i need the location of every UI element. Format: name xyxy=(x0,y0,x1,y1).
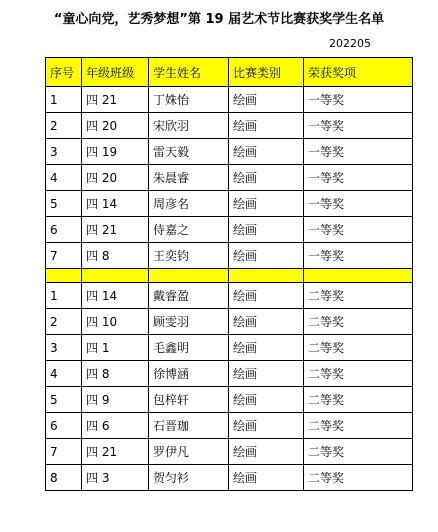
cell-category: 绘画 xyxy=(229,243,304,269)
cell-award: 二等奖 xyxy=(304,387,413,413)
document-title: “童心向党，艺秀梦想”第 19 届艺术节比赛获奖学生名单 xyxy=(53,12,385,27)
separator-cell xyxy=(229,269,304,283)
cell-award: 二等奖 xyxy=(304,413,413,439)
cell-award: 一等奖 xyxy=(304,87,413,113)
cell-student-name: 戴睿盈 xyxy=(149,283,229,309)
cell-student-name: 徐博涵 xyxy=(149,361,229,387)
cell-class: 四 20 xyxy=(82,165,149,191)
cell-class: 四 21 xyxy=(82,87,149,113)
cell-category: 绘画 xyxy=(229,439,304,465)
table-row xyxy=(46,191,413,217)
cell-category: 绘画 xyxy=(229,87,304,113)
cell-category: 绘画 xyxy=(229,465,304,491)
cell-index: 4 xyxy=(46,165,82,191)
table-row xyxy=(46,413,413,439)
separator-cell xyxy=(82,269,149,283)
cell-index: 3 xyxy=(46,139,82,165)
cell-class: 四 14 xyxy=(82,283,149,309)
table-row xyxy=(46,361,413,387)
header-cell-award: 荣获奖项 xyxy=(304,58,413,87)
header-cell-class: 年级班级 xyxy=(82,58,149,87)
table-row xyxy=(46,139,413,165)
header-cell-student-name: 学生姓名 xyxy=(149,58,229,87)
cell-index: 5 xyxy=(46,387,82,413)
separator-cell xyxy=(304,269,413,283)
cell-category: 绘画 xyxy=(229,309,304,335)
table-row xyxy=(46,387,413,413)
cell-student-name: 周彦名 xyxy=(149,191,229,217)
table-row xyxy=(46,87,413,113)
cell-class: 四 3 xyxy=(82,465,149,491)
table-row xyxy=(46,165,413,191)
cell-class: 四 8 xyxy=(82,243,149,269)
award-table xyxy=(45,57,413,491)
table-row xyxy=(46,283,413,309)
cell-student-name: 侍嘉之 xyxy=(149,217,229,243)
cell-student-name: 顾雯羽 xyxy=(149,309,229,335)
cell-student-name: 包梓轩 xyxy=(149,387,229,413)
cell-category: 绘画 xyxy=(229,139,304,165)
cell-award: 二等奖 xyxy=(304,283,413,309)
cell-category: 绘画 xyxy=(229,413,304,439)
cell-index: 4 xyxy=(46,361,82,387)
table-header-row xyxy=(46,58,413,87)
cell-award: 一等奖 xyxy=(304,243,413,269)
cell-index: 5 xyxy=(46,191,82,217)
cell-award: 一等奖 xyxy=(304,113,413,139)
cell-student-name: 石晋珈 xyxy=(149,413,229,439)
cell-award: 一等奖 xyxy=(304,165,413,191)
cell-class: 四 10 xyxy=(82,309,149,335)
cell-student-name: 朱晨睿 xyxy=(149,165,229,191)
cell-category: 绘画 xyxy=(229,387,304,413)
cell-student-name: 贺匀衫 xyxy=(149,465,229,491)
cell-index: 7 xyxy=(46,439,82,465)
cell-class: 四 9 xyxy=(82,387,149,413)
header-cell-category: 比赛类别 xyxy=(229,58,304,87)
table-row xyxy=(46,465,413,491)
header-cell-index: 序号 xyxy=(46,58,82,87)
cell-category: 绘画 xyxy=(229,165,304,191)
cell-class: 四 6 xyxy=(82,413,149,439)
table-row xyxy=(46,439,413,465)
cell-award: 二等奖 xyxy=(304,309,413,335)
separator-cell xyxy=(149,269,229,283)
cell-index: 7 xyxy=(46,243,82,269)
cell-index: 1 xyxy=(46,87,82,113)
table-row xyxy=(46,113,413,139)
cell-student-name: 毛鑫明 xyxy=(149,335,229,361)
cell-student-name: 丁姝怡 xyxy=(149,87,229,113)
cell-category: 绘画 xyxy=(229,191,304,217)
cell-student-name: 雷天毅 xyxy=(149,139,229,165)
cell-award: 二等奖 xyxy=(304,439,413,465)
cell-class: 四 21 xyxy=(82,439,149,465)
cell-class: 四 1 xyxy=(82,335,149,361)
cell-category: 绘画 xyxy=(229,217,304,243)
table-row xyxy=(46,217,413,243)
cell-award: 二等奖 xyxy=(304,361,413,387)
cell-class: 四 21 xyxy=(82,217,149,243)
cell-category: 绘画 xyxy=(229,335,304,361)
cell-class: 四 8 xyxy=(82,361,149,387)
cell-index: 6 xyxy=(46,413,82,439)
cell-student-name: 宋欣羽 xyxy=(149,113,229,139)
separator-cell xyxy=(46,269,82,283)
cell-student-name: 罗伊凡 xyxy=(149,439,229,465)
cell-category: 绘画 xyxy=(229,361,304,387)
cell-index: 8 xyxy=(46,465,82,491)
table-row xyxy=(46,335,413,361)
cell-award: 一等奖 xyxy=(304,191,413,217)
cell-index: 3 xyxy=(46,335,82,361)
cell-index: 6 xyxy=(46,217,82,243)
cell-category: 绘画 xyxy=(229,283,304,309)
cell-student-name: 王奕钧 xyxy=(149,243,229,269)
cell-class: 四 20 xyxy=(82,113,149,139)
table-row xyxy=(46,309,413,335)
cell-index: 2 xyxy=(46,309,82,335)
cell-class: 四 14 xyxy=(82,191,149,217)
cell-class: 四 19 xyxy=(82,139,149,165)
cell-award: 二等奖 xyxy=(304,335,413,361)
cell-award: 一等奖 xyxy=(304,217,413,243)
cell-category: 绘画 xyxy=(229,113,304,139)
table-row xyxy=(46,243,413,269)
group-separator-row xyxy=(46,269,413,283)
cell-index: 1 xyxy=(46,283,82,309)
cell-award: 二等奖 xyxy=(304,465,413,491)
document-date: 202205 xyxy=(329,37,371,50)
cell-award: 一等奖 xyxy=(304,139,413,165)
cell-index: 2 xyxy=(46,113,82,139)
